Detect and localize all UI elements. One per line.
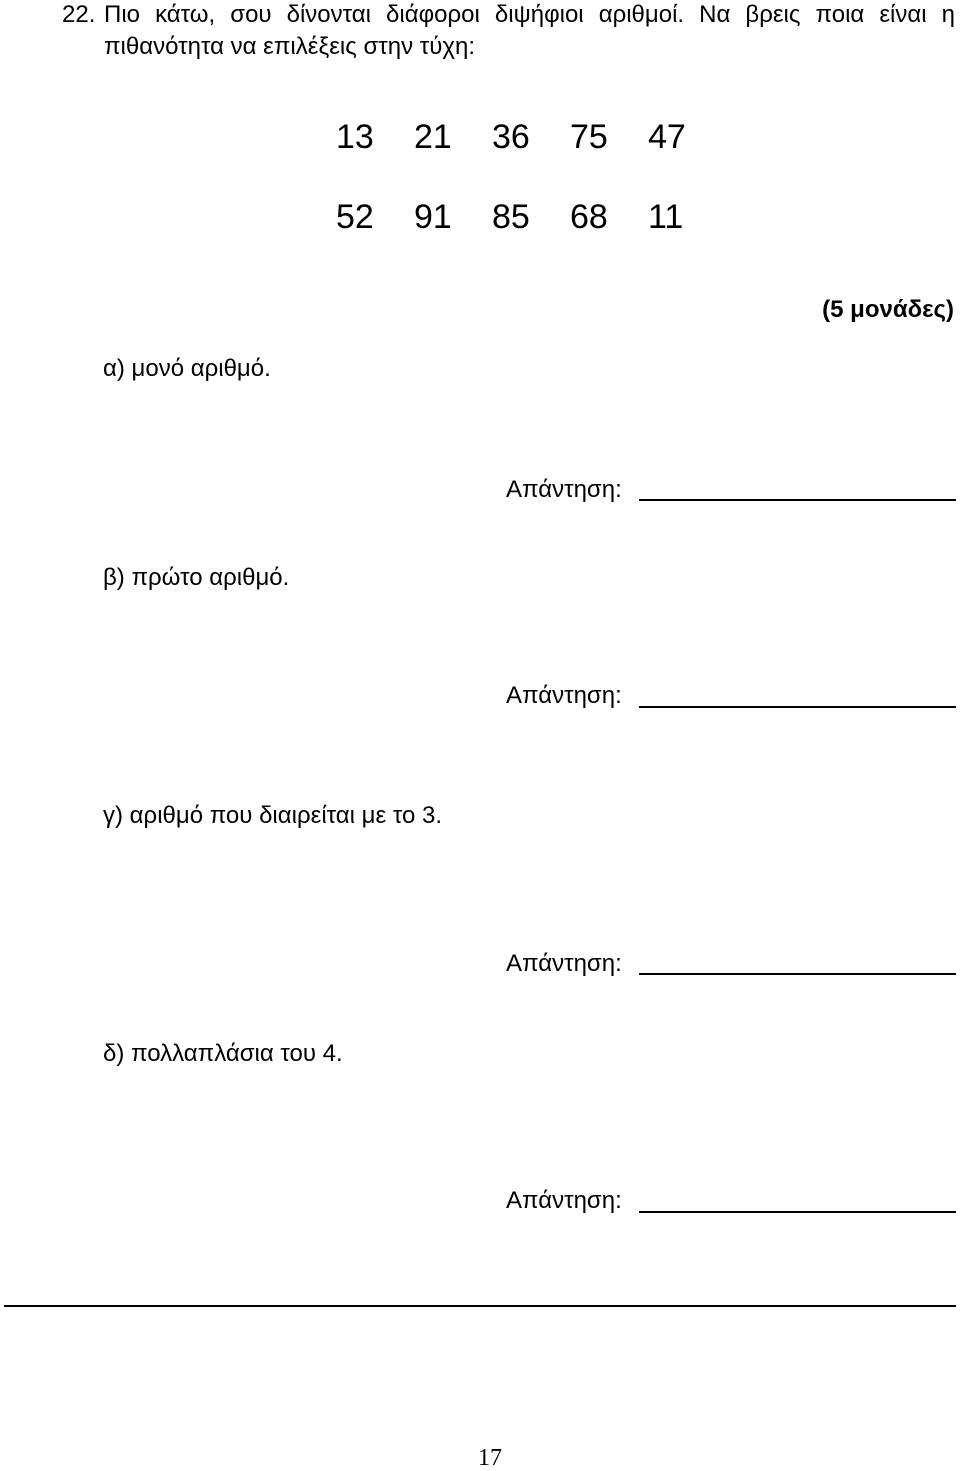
part-c-answer-line[interactable] <box>639 973 956 975</box>
question-text-line-1: Πιο κάτω, σου δίνονται διάφοροι διψήφιοι αριθμοί. Να βρεις ποια είναι η <box>104 1 955 28</box>
part-a-answer-label: Απάντηση: <box>506 476 622 503</box>
number-cell: 47 <box>648 118 686 156</box>
numbers-row-1 <box>336 118 726 156</box>
part-b-answer-label: Απάντηση: <box>506 682 622 709</box>
number-cell: 21 <box>414 118 452 156</box>
question-text-line-2: πιθανότητα να επιλέξεις στην τύχη: <box>104 33 476 60</box>
number-cell: 52 <box>336 198 374 236</box>
marks-label: (5 μονάδες) <box>822 296 954 323</box>
number-cell: 68 <box>570 198 608 236</box>
numbers-row-2 <box>336 198 726 236</box>
page-number: 17 <box>478 1445 502 1471</box>
part-b-answer-line[interactable] <box>639 706 956 708</box>
number-cell: 36 <box>492 118 530 156</box>
number-cell: 91 <box>414 198 452 236</box>
number-cell: 11 <box>648 198 684 236</box>
number-cell: 75 <box>570 118 608 156</box>
number-cell: 85 <box>492 198 530 236</box>
number-cell: 13 <box>336 118 374 156</box>
part-d-answer-label: Απάντηση: <box>506 1187 622 1214</box>
part-c-answer-label: Απάντηση: <box>506 950 622 977</box>
part-c-label: γ) αριθμό που διαιρείται με το 3. <box>103 802 443 829</box>
part-b-label: β) πρώτο αριθμό. <box>103 564 290 591</box>
footer-rule <box>4 1305 956 1307</box>
part-d-label: δ) πολλαπλάσια του 4. <box>103 1040 343 1067</box>
part-a-answer-line[interactable] <box>639 499 956 501</box>
part-a-label: α) μονό αριθμό. <box>103 355 271 382</box>
part-d-answer-line[interactable] <box>639 1211 956 1213</box>
question-number: 22. <box>62 1 96 28</box>
